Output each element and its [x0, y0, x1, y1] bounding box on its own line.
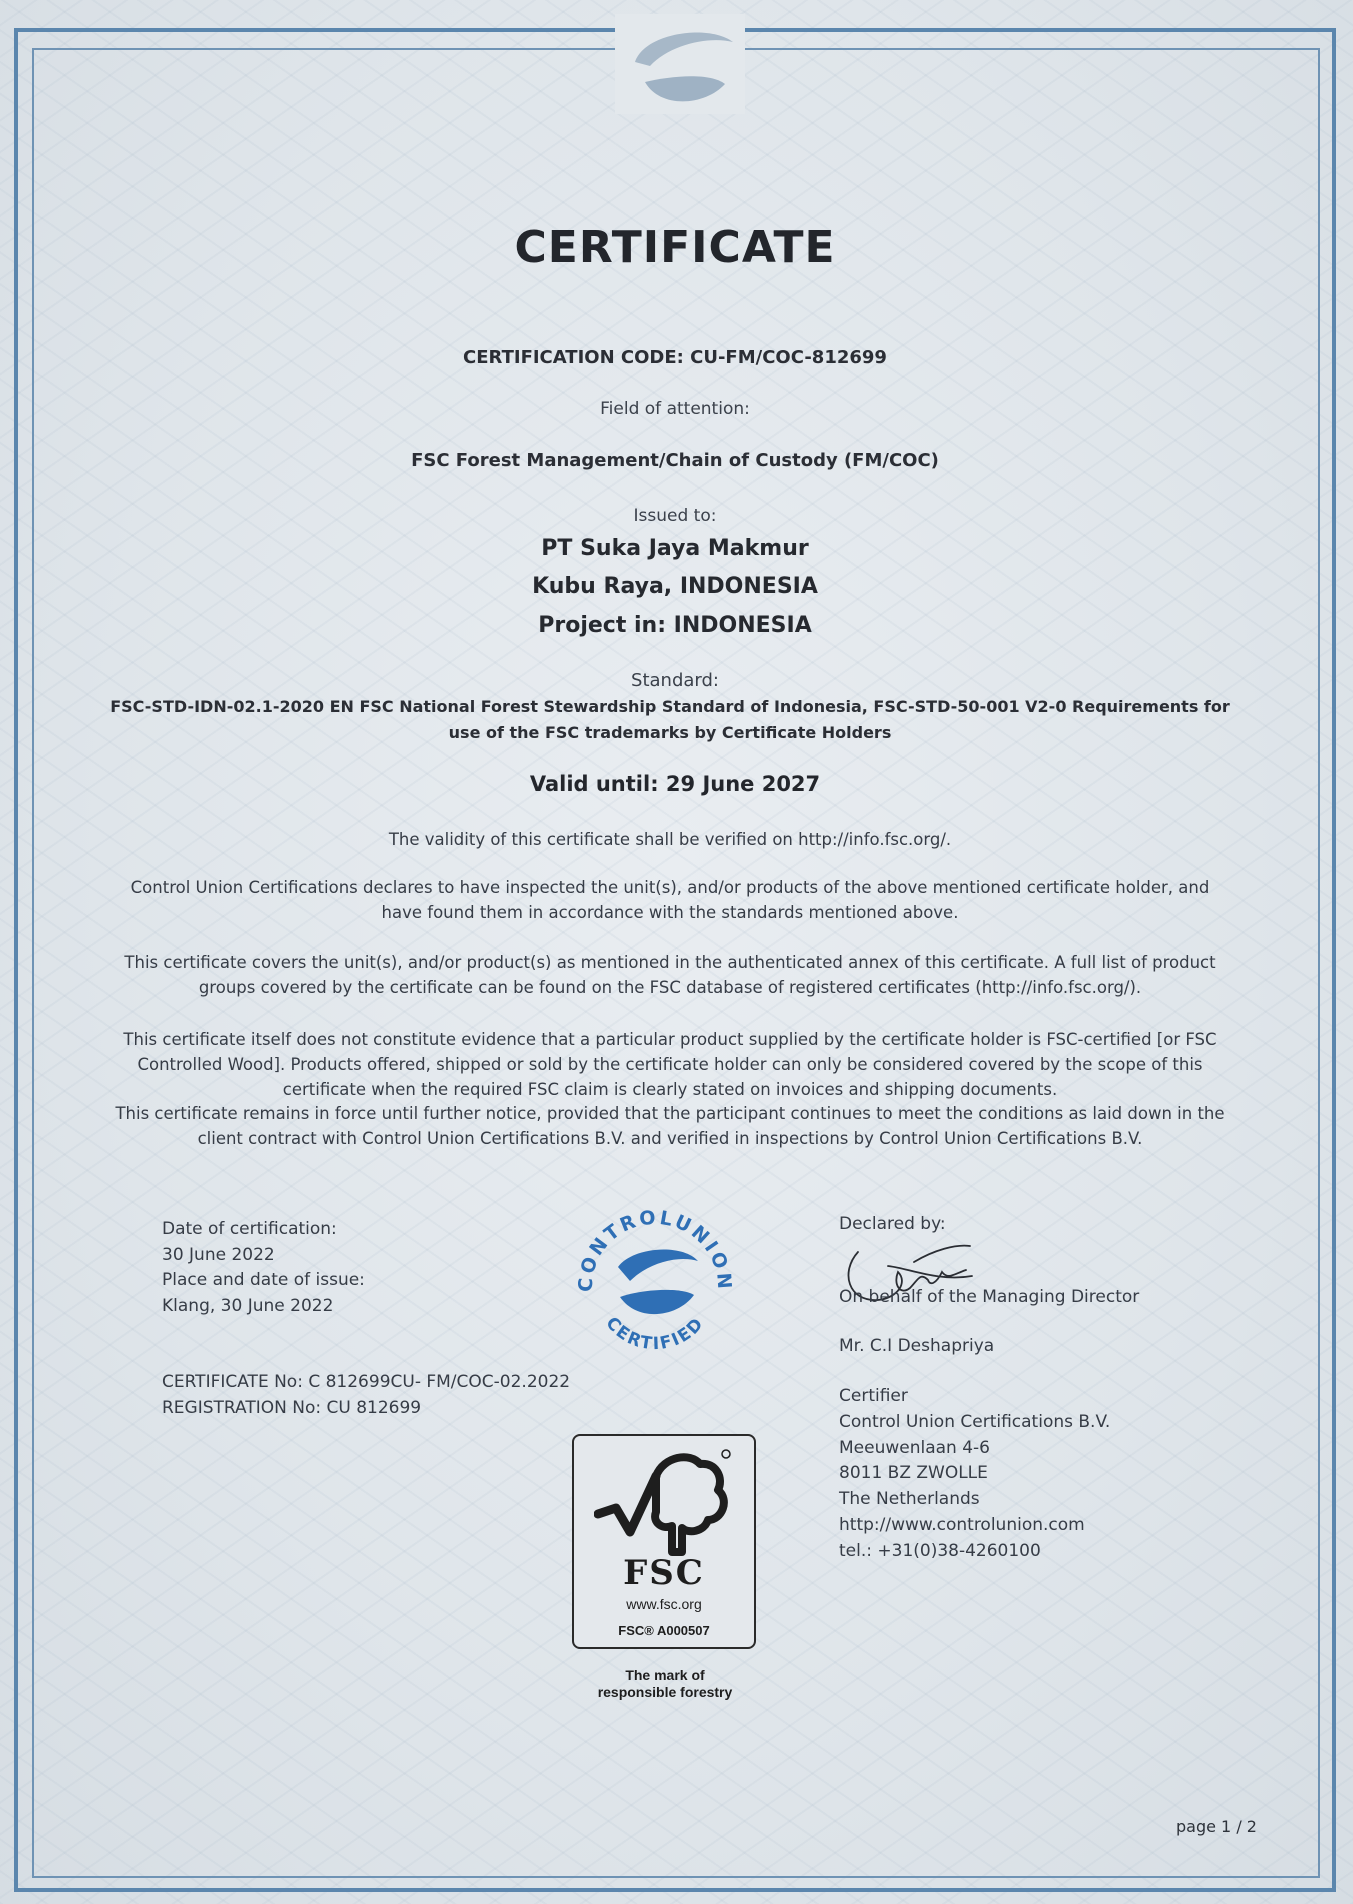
svg-text:CERTIFIED: [601, 1313, 708, 1354]
verify-paragraph: The validity of this certificate shall be verified on http://info.fsc.org/.: [388, 830, 952, 849]
standard-text: FSC-STD-IDN-02.1-2020 EN FSC National Forest Stewardship Standard of Indonesia, FSC-STD-50-001 V2-0 Requirements for use of the FSC trademarks by Certificate Holders: [110, 697, 1230, 742]
certifier-phone: tel.: +31(0)38-4260100: [839, 1540, 1041, 1561]
fsc-tagline-line-1: The mark of: [625, 1667, 705, 1683]
field-of-attention-value: FSC Forest Management/Chain of Custody (FM/COC): [411, 450, 939, 471]
holder-name: PT Suka Jaya Makmur: [541, 536, 809, 561]
field-of-attention-label: Field of attention:: [600, 399, 750, 419]
declared-by-label: Declared by:: [839, 1214, 946, 1234]
control-union-logo: [570, 1195, 740, 1365]
covers-paragraph: This certificate covers the unit(s), and/or product(s) as mentioned in the authenticated annex of this certificate. A full list of product groups covered by the certificate can be found on the FSC database of registered certificates (http://info.fsc.org/).: [124, 953, 1216, 997]
place-of-issue-label: Place and date of issue:: [162, 1270, 365, 1290]
date-of-certification-value: 30 June 2022: [162, 1244, 275, 1265]
certifier-label: Certifier: [839, 1386, 908, 1406]
fsc-logo: [572, 1434, 756, 1649]
holder-location: Kubu Raya, INDONESIA: [532, 574, 818, 599]
certifier-postal: 8011 BZ ZWOLLE: [839, 1463, 988, 1484]
cu-logo-bottom-text: CERTIFIED: [601, 1313, 709, 1355]
svg-text:CONTROLUNION: [575, 1206, 736, 1292]
date-of-certification-label: Date of certification:: [162, 1219, 337, 1239]
certificate-numbers: [162, 1370, 570, 1421]
fsc-wordmark: FSC: [623, 1553, 705, 1593]
fsc-license-code: FSC® A000507: [618, 1623, 710, 1638]
certification-code: CERTIFICATION CODE: CU-FM/COC-812699: [463, 347, 887, 368]
certification-dates: [162, 1217, 365, 1319]
declares-paragraph: Control Union Certifications declares to have inspected the unit(s), and/or products of the above mentioned certificate holder, and have found them in accordance with the standards mentioned above.: [130, 878, 1210, 922]
force-paragraph: This certificate remains in force until further notice, provided that the participant continues to meet the conditions as laid down in the client contract with Control Union Certifications B.V. and verified in inspections by Control Union Certifications B.V.: [115, 1104, 1225, 1148]
on-behalf-text: On behalf of the Managing Director: [839, 1287, 1140, 1307]
certifier-website: http://www.controlunion.com: [839, 1514, 1085, 1535]
valid-until: Valid until: 29 June 2027: [529, 772, 821, 796]
page-title: CERTIFICATE: [514, 222, 836, 273]
fsc-tree-icon: [594, 1448, 734, 1558]
certifier-company: Control Union Certifications B.V.: [839, 1411, 1111, 1432]
certifier-street: Meeuwenlaan 4-6: [839, 1437, 990, 1458]
certifier-block: [839, 1384, 1110, 1565]
standard-label: Standard:: [631, 670, 719, 691]
fsc-tagline-line-2: responsible forestry: [597, 1684, 733, 1700]
page-number: page 1 / 2: [1176, 1817, 1257, 1836]
registration-number: REGISTRATION No: CU 812699: [162, 1397, 422, 1418]
certificate-number: CERTIFICATE No: C 812699CU- FM/COC-02.2022: [162, 1372, 571, 1392]
place-of-issue-value: Klang, 30 June 2022: [162, 1295, 334, 1316]
certifier-country: The Netherlands: [839, 1489, 980, 1510]
cu-logo-top-text: CONTROLUNION: [574, 1206, 736, 1293]
issued-to-label: Issued to:: [633, 506, 717, 526]
fsc-tagline: [560, 1667, 770, 1701]
holder-project: Project in: INDONESIA: [538, 613, 812, 638]
managing-director-name: Mr. C.I Deshapriya: [839, 1336, 995, 1356]
evidence-paragraph: This certificate itself does not constitute evidence that a particular product supplied by the certificate holder is FSC-certified [or FSC Controlled Wood]. Products offered, shipped or sold by the certificate holder can only be considered covered by the scope of this certificate when the required FSC claim is clearly stated on invoices and shipping documents.: [123, 1030, 1217, 1099]
fsc-url: www.fsc.org: [626, 1596, 702, 1612]
top-emblem-icon: [615, 14, 745, 114]
